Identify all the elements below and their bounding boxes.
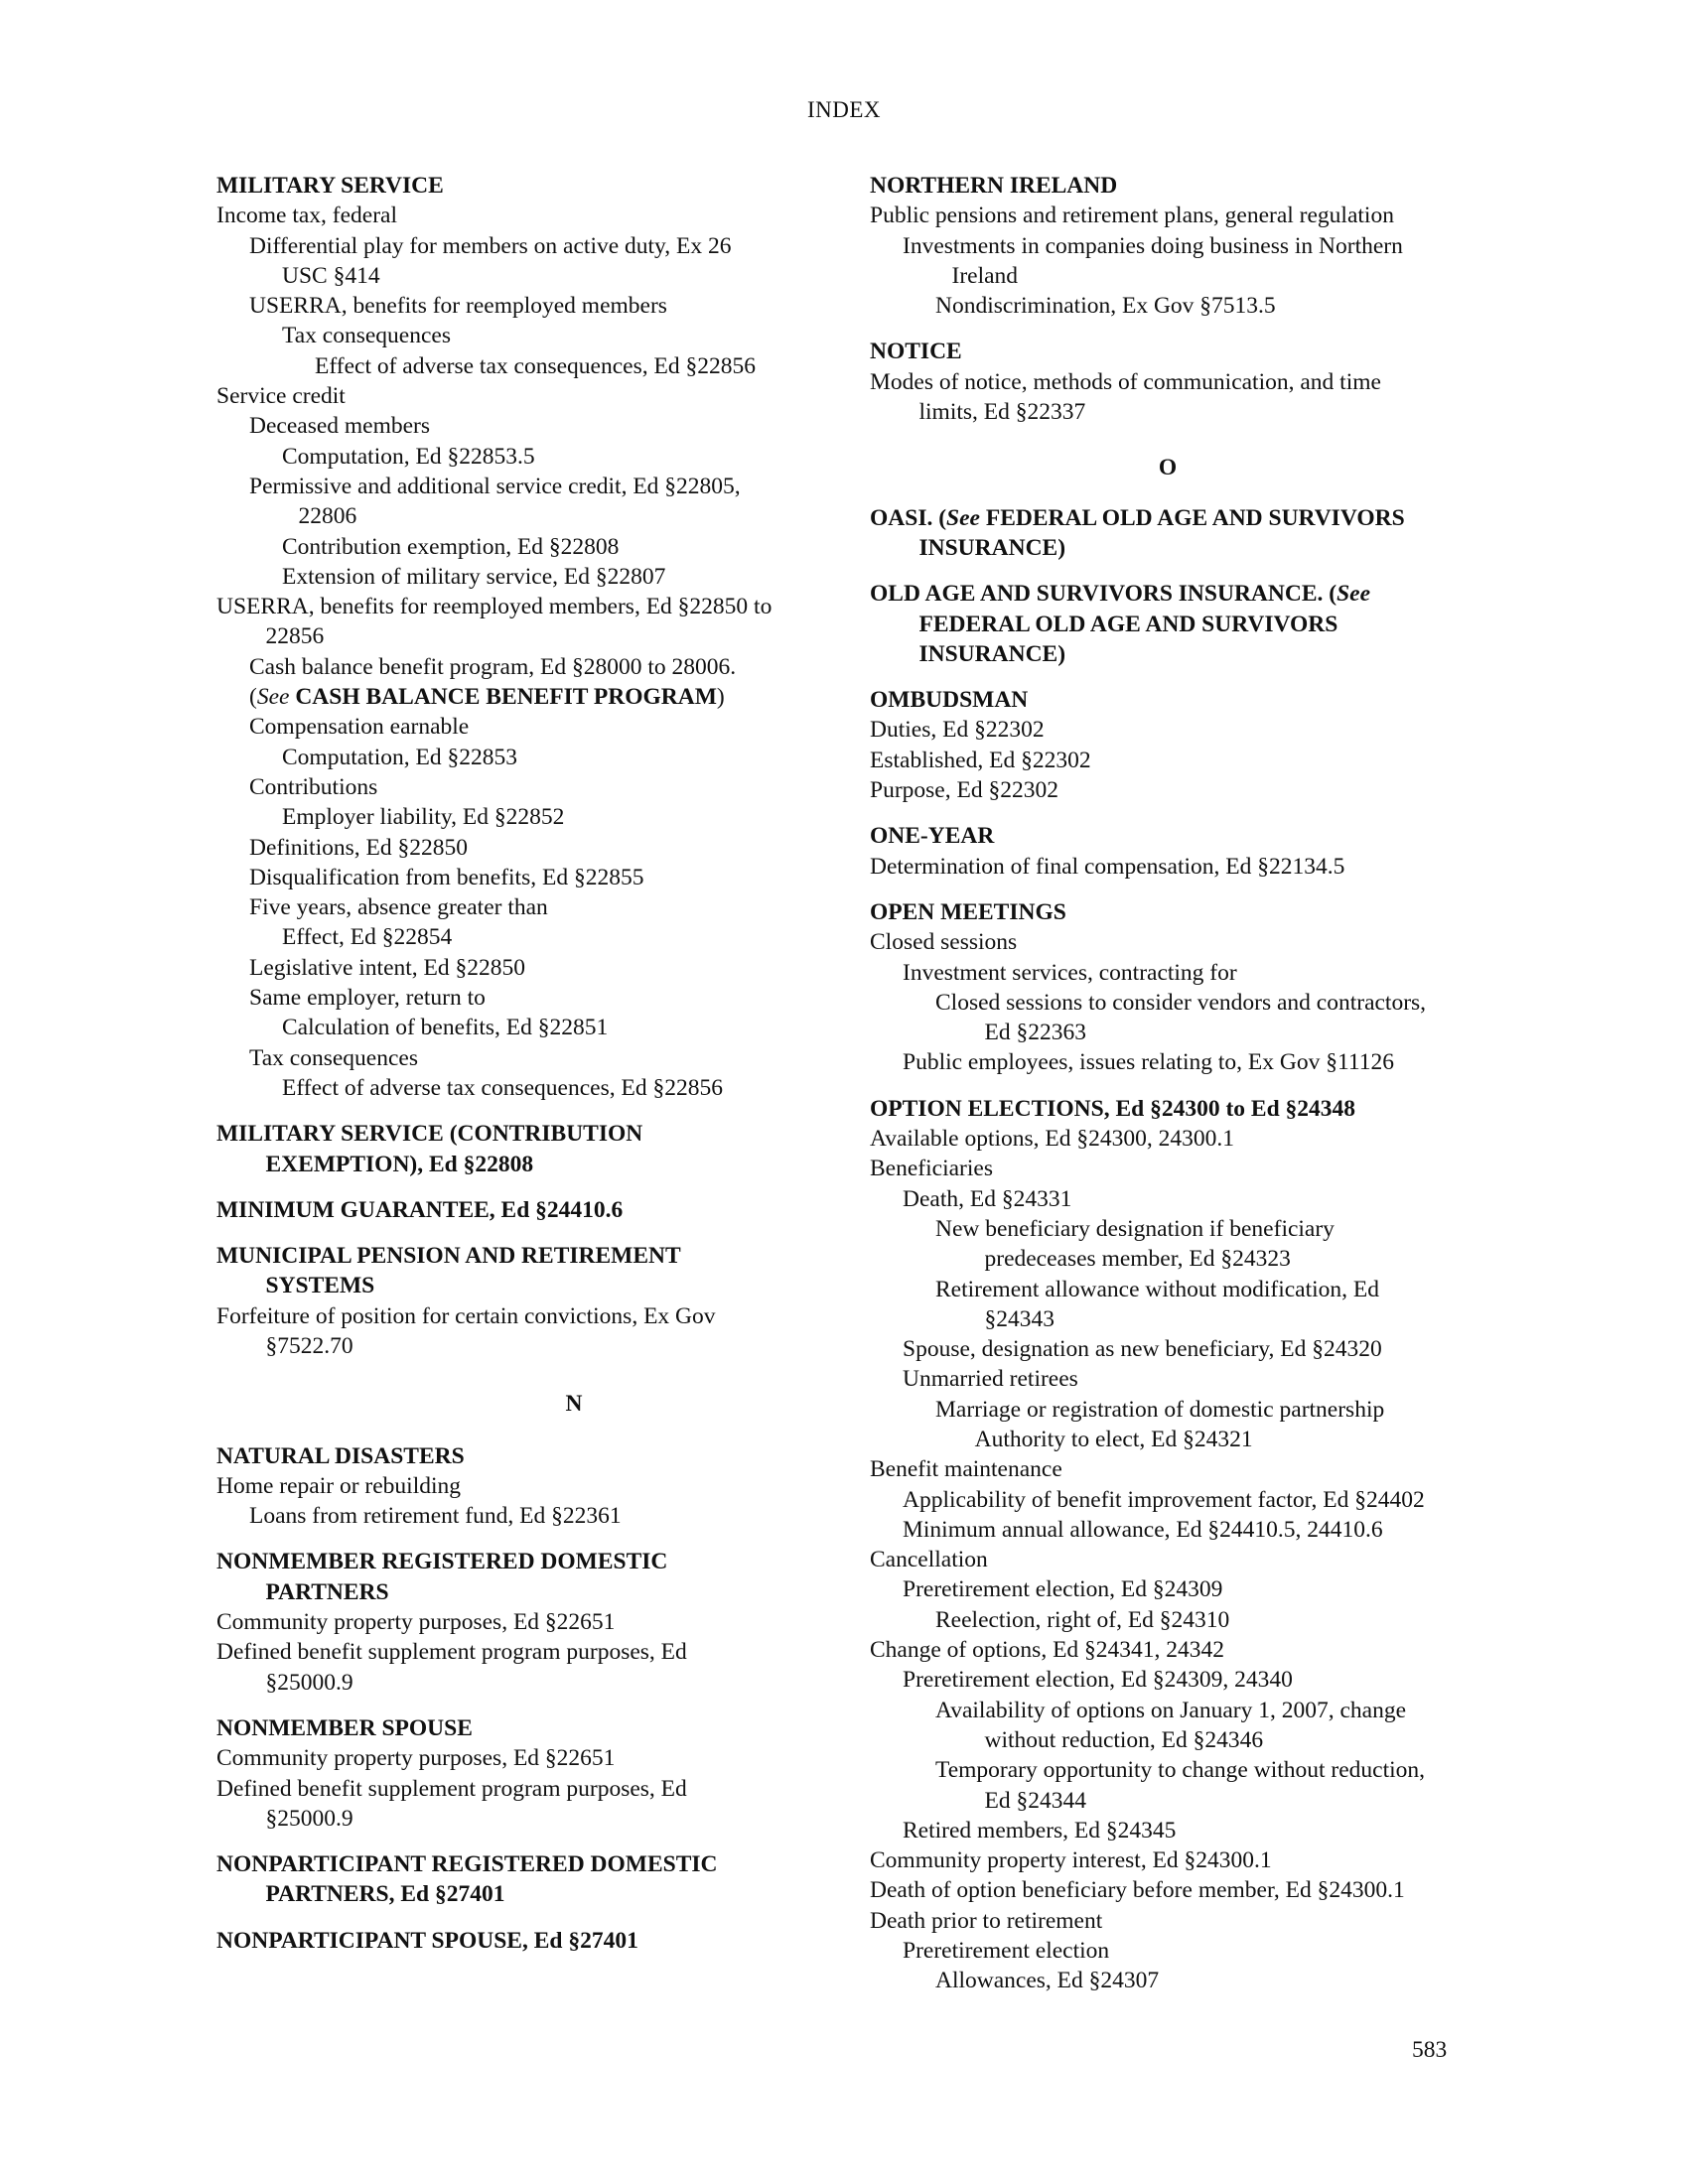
index-entry: Death, Ed §24331 [903,1185,1072,1212]
index-entry: Modes of notice, methods of communication, and time [870,368,1381,395]
index-heading: NONPARTICIPANT SPOUSE, Ed §27401 [216,1927,638,1954]
index-entry: Income tax, federal [216,203,398,229]
index-entry: Purpose, Ed §22302 [870,777,1058,804]
index-entry: Determination of final compensation, Ed §22134.5 [870,853,1345,880]
index-entry: Authority to elect, Ed §24321 [974,1426,1253,1452]
index-entry: Deceased members [249,413,431,440]
index-entry: Preretirement election, Ed §24309 [903,1576,1223,1603]
index-entry: limits, Ed §22337 [918,399,1086,426]
index-entry: Change of options, Ed §24341, 24342 [870,1637,1225,1664]
index-entry: USERRA, benefits for reemployed members [249,293,667,320]
index-entry: Investment services, contracting for [903,959,1237,986]
index-heading: NONMEMBER SPOUSE [216,1714,473,1741]
index-heading: OLD AGE AND SURVIVORS INSURANCE. (See [870,581,1371,608]
index-entry: Temporary opportunity to change without reduction, [935,1757,1426,1784]
index-heading: EXEMPTION), Ed §22808 [265,1151,534,1177]
index-heading: INSURANCE) [918,640,1066,667]
index-entry: Employer liability, Ed §22852 [282,804,565,831]
index-entry: §25000.9 [265,1805,353,1832]
index-entry: predeceases member, Ed §24323 [984,1246,1291,1273]
section-letter: N [565,1391,583,1418]
see-reference: See [1336,581,1371,608]
index-entry: Public employees, issues relating to, Ex Gov §11126 [903,1049,1394,1076]
index-entry: Compensation earnable [249,714,470,741]
index-heading: MILITARY SERVICE (CONTRIBUTION [216,1121,643,1148]
index-heading: NOTICE [870,339,962,365]
index-entry: Retirement allowance without modification, Ed [935,1276,1380,1302]
index-entry: Duties, Ed §22302 [870,717,1045,744]
index-entry: Applicability of benefit improvement factor, Ed §24402 [903,1486,1425,1513]
index-entry: Preretirement election, Ed §24309, 24340 [903,1667,1293,1694]
index-entry: Effect, Ed §22854 [282,924,453,951]
index-entry: §25000.9 [265,1669,353,1696]
index-entry: Effect of adverse tax consequences, Ed §22856 [315,352,756,379]
index-entry: Minimum annual allowance, Ed §24410.5, 24410.6 [903,1516,1383,1543]
index-entry: Community property purposes, Ed §22651 [216,1745,616,1772]
index-entry: Beneficiaries [870,1156,993,1182]
index-entry: Definitions, Ed §22850 [249,834,468,861]
index-entry: Permissive and additional service credit, Ed §22805, [249,473,741,499]
index-heading: PARTNERS [265,1578,389,1605]
index-entry: Tax consequences [282,323,451,349]
index-entry: Marriage or registration of domestic partnership [935,1396,1385,1423]
index-heading: MILITARY SERVICE [216,173,444,199]
index-entry: Retired members, Ed §24345 [903,1817,1177,1843]
index-entry: Defined benefit supplement program purposes, Ed [216,1775,687,1802]
index-heading: OASI. (See FEDERAL OLD AGE AND SURVIVORS [870,504,1405,531]
index-heading: NORTHERN IRELAND [870,173,1118,199]
index-entry: Cash balance benefit program, Ed §28000 to 28006. [249,653,737,680]
index-entry: Available options, Ed §24300, 24300.1 [870,1126,1235,1153]
index-heading: MUNICIPAL PENSION AND RETIREMENT [216,1243,681,1270]
cross-reference-target: CASH BALANCE BENEFIT PROGRAM [295,684,717,711]
index-entry: without reduction, Ed §24346 [984,1726,1264,1753]
index-entry: Differential play for members on active duty, Ex 26 [249,232,732,259]
index-entry: New beneficiary designation if beneficiary [935,1215,1335,1242]
index-entry: Five years, absence greater than [249,894,548,921]
index-entry: Preretirement election [903,1938,1110,1965]
index-heading: MINIMUM GUARANTEE, Ed §24410.6 [216,1196,624,1223]
index-entry: §24343 [984,1305,1055,1332]
index-entry: Extension of military service, Ed §22807 [282,563,666,590]
index-entry: Spouse, designation as new beneficiary, Ed §24320 [903,1336,1382,1363]
index-column-right [870,171,1466,1996]
index-entry: Unmarried retirees [903,1366,1078,1393]
index-entry: Ireland [951,262,1019,289]
index-entry: Closed sessions to consider vendors and contractors, [935,989,1427,1016]
index-entry: Home repair or rebuilding [216,1472,462,1499]
index-heading: OPEN MEETINGS [870,898,1066,925]
index-entry: Same employer, return to [249,985,486,1012]
index-entry: Tax consequences [249,1044,418,1071]
index-entry: USERRA, benefits for reemployed members, Ed §22850 to [216,594,773,620]
index-entry: Allowances, Ed §24307 [935,1968,1160,1994]
index-entry: Contributions [249,773,378,800]
index-entry: Public pensions and retirement plans, general regulation [870,203,1394,229]
index-heading: SYSTEMS [265,1273,375,1299]
index-column-left [216,171,852,1956]
index-entry: Availability of options on January 1, 2007, change [935,1697,1407,1723]
running-head: INDEX [806,97,882,122]
index-entry: Reelection, right of, Ed §24310 [935,1606,1230,1633]
index-entry: Community property purposes, Ed §22651 [216,1609,616,1636]
index-entry: Death prior to retirement [870,1907,1103,1934]
index-entry: Investments in companies doing business in Northern [903,232,1403,259]
section-letter: O [1158,455,1178,481]
index-entry: Contribution exemption, Ed §22808 [282,533,620,560]
index-entry: Nondiscrimination, Ex Gov §7513.5 [935,293,1276,320]
index-entry: Calculation of benefits, Ed §22851 [282,1015,609,1041]
index-entry: USC §414 [282,262,380,289]
see-reference: See [946,504,980,531]
index-heading: OMBUDSMAN [870,687,1029,714]
index-entry: Cancellation [870,1547,988,1573]
index-entry: Community property interest, Ed §24300.1 [870,1847,1272,1874]
index-entry: Legislative intent, Ed §22850 [249,954,526,981]
index-heading: NONMEMBER REGISTERED DOMESTIC [216,1549,668,1575]
index-heading: NONPARTICIPANT REGISTERED DOMESTIC [216,1851,718,1878]
index-entry: Benefit maintenance [870,1456,1062,1483]
index-entry: Service credit [216,383,346,410]
index-heading: INSURANCE) [918,534,1066,561]
index-entry: Closed sessions [870,929,1018,956]
index-heading: ONE-YEAR [870,823,995,850]
index-heading: OPTION ELECTIONS, Ed §24300 to Ed §24348 [870,1095,1356,1122]
index-heading: FEDERAL OLD AGE AND SURVIVORS [918,611,1338,637]
index-entry: Disqualification from benefits, Ed §22855 [249,864,644,890]
page-number: 583 [1412,2037,1448,2063]
index-entry: Loans from retirement fund, Ed §22361 [249,1503,622,1530]
index-heading: NATURAL DISASTERS [216,1442,465,1469]
index-entry: Death of option beneficiary before member, Ed §24300.1 [870,1877,1405,1904]
index-entry: Ed §24344 [984,1787,1086,1814]
index-entry: Computation, Ed §22853 [282,744,517,770]
index-entry: 22806 [298,503,357,530]
index-entry: Forfeiture of position for certain convictions, Ex Gov [216,1302,716,1329]
index-entry: Ed §22363 [984,1020,1086,1046]
index-entry: Computation, Ed §22853.5 [282,443,535,470]
index-entry: Effect of adverse tax consequences, Ed §22856 [282,1074,723,1101]
see-reference: See [256,684,290,711]
index-entry: Established, Ed §22302 [870,747,1091,773]
index-entry: (See CASH BALANCE BENEFIT PROGRAM) [249,684,725,711]
index-entry: §7522.70 [265,1332,353,1359]
index-entry: 22856 [265,623,325,650]
index-entry: Defined benefit supplement program purposes, Ed [216,1639,687,1666]
index-heading: PARTNERS, Ed §27401 [265,1881,505,1908]
